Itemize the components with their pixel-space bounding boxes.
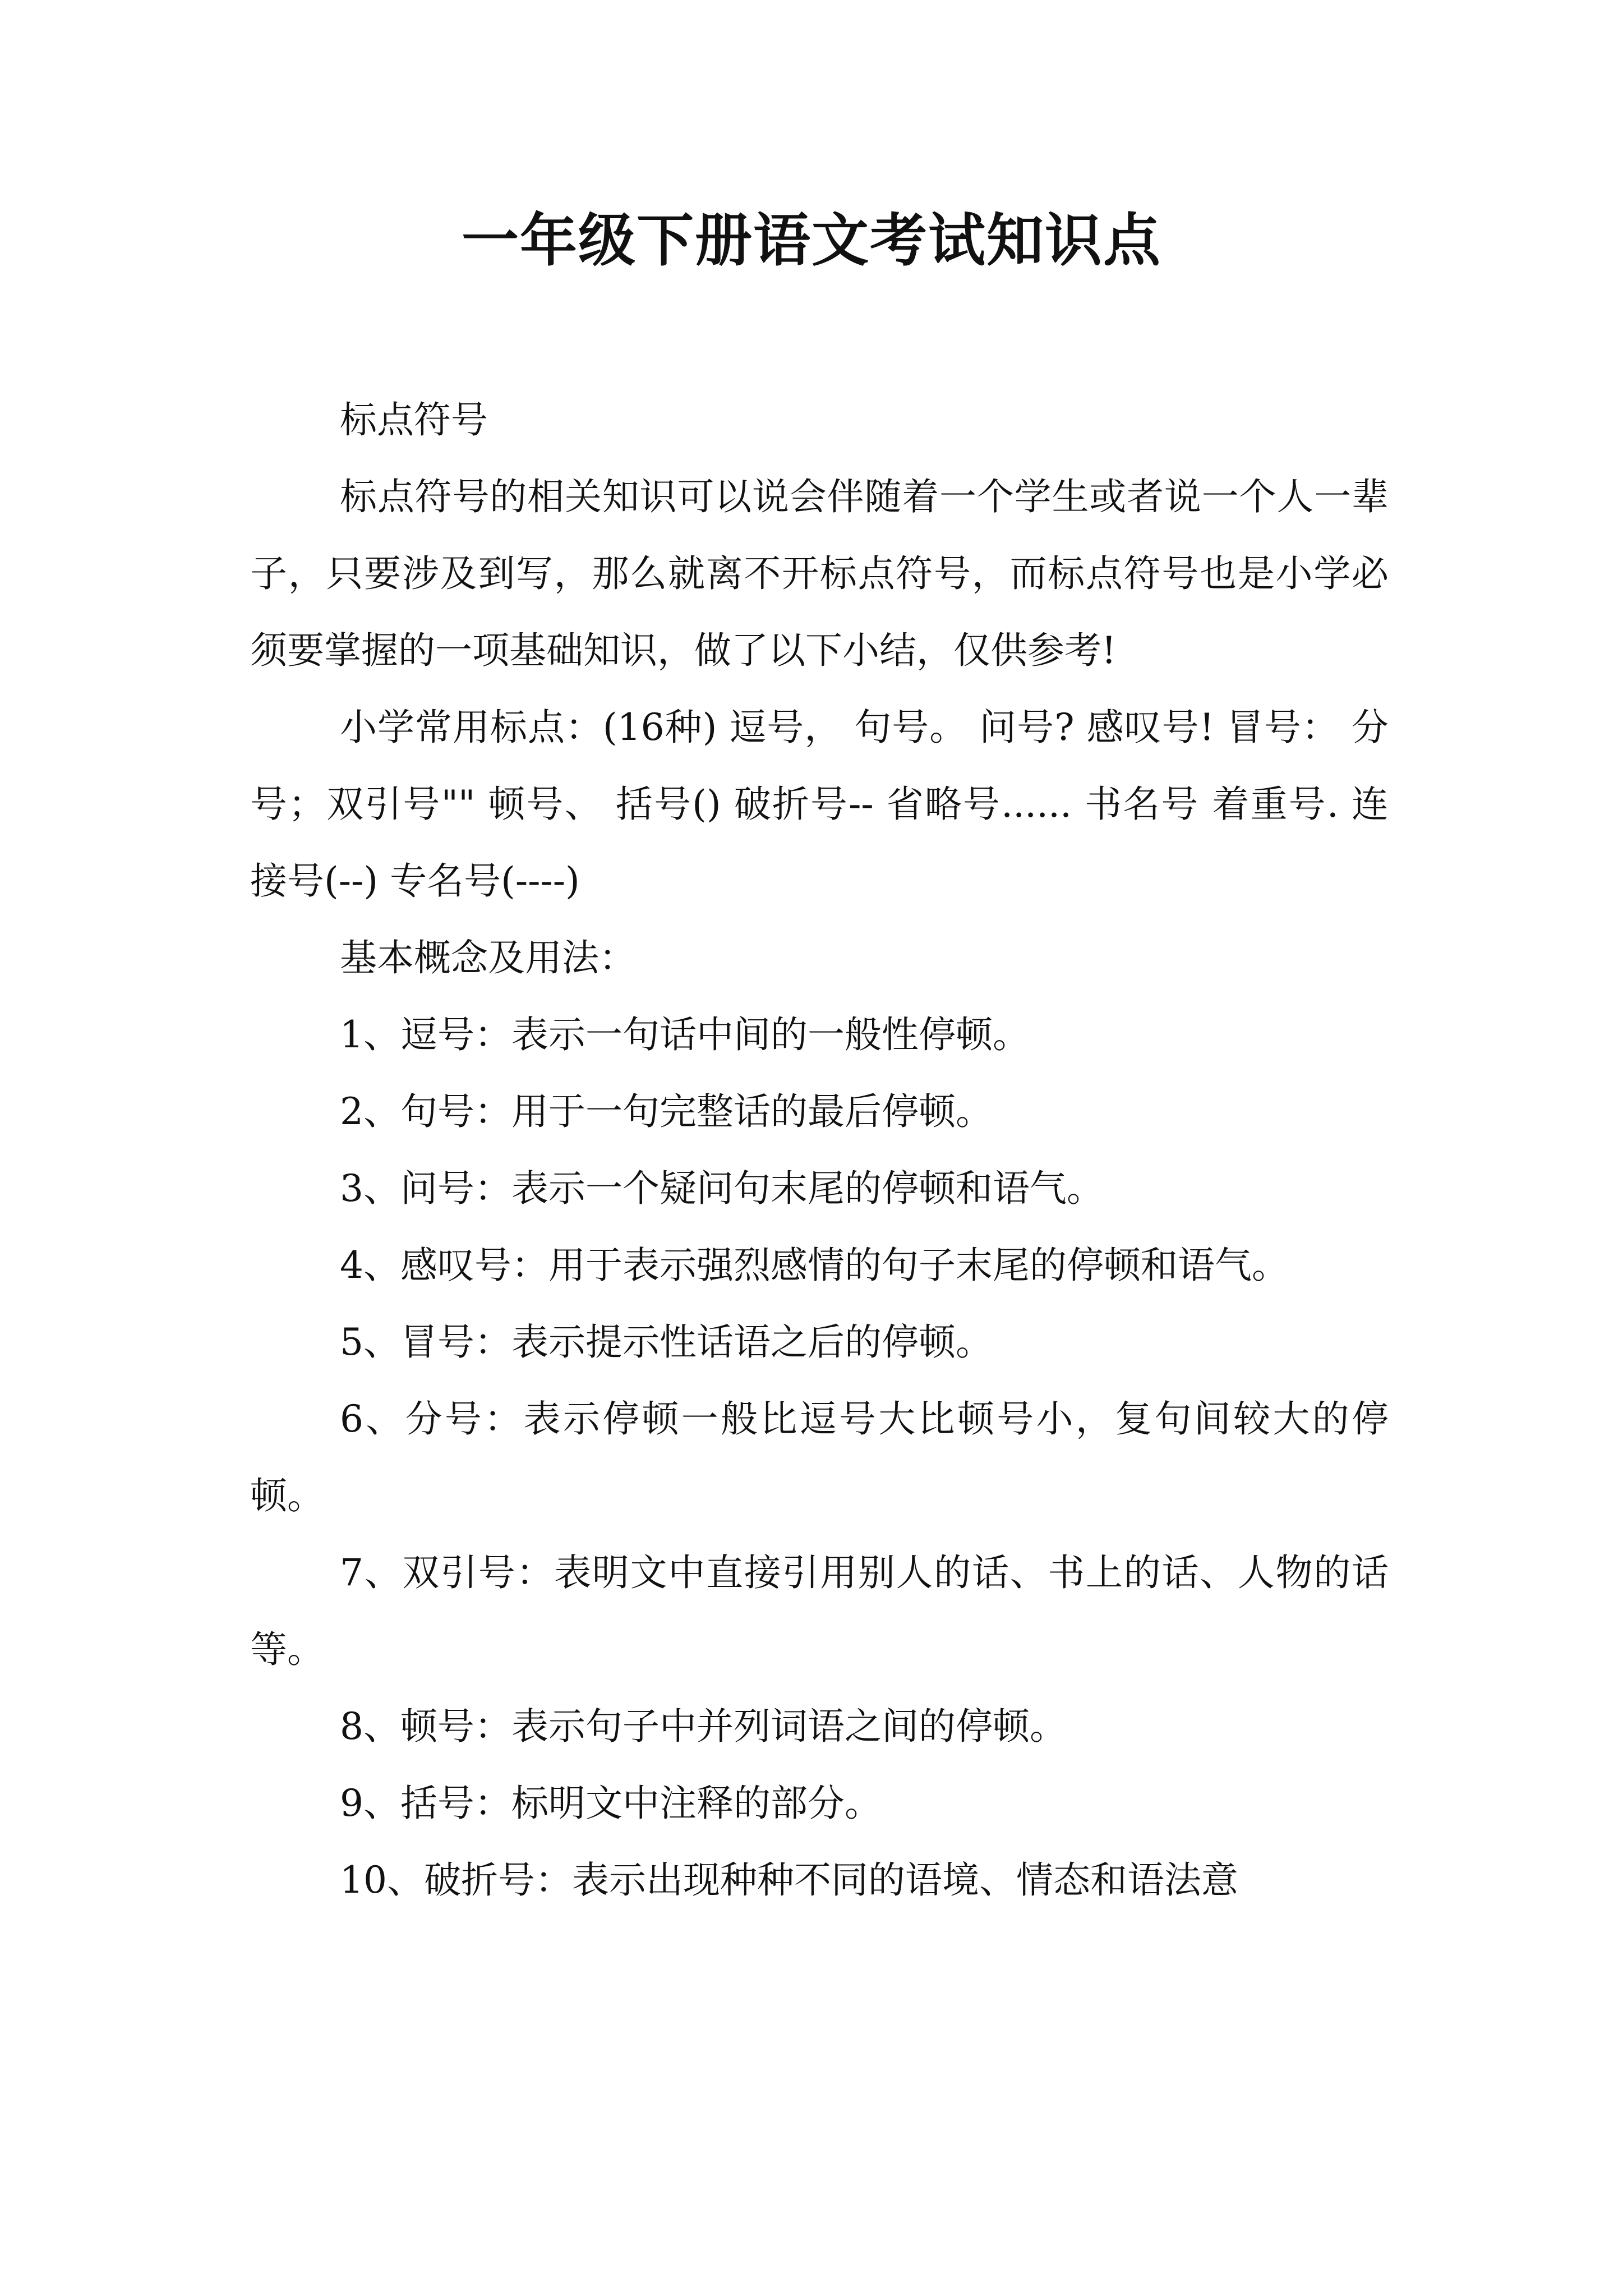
- list-item-dash: 10、破折号：表示出现种种不同的语境、情态和语法意: [340, 1858, 1238, 1902]
- paragraph-concepts-heading: 基本概念及用法：: [340, 936, 636, 979]
- document-body: [250, 381, 1389, 1918]
- list-item-enumeration-comma: 8、顿号：表示句子中并列词语之间的停顿。: [340, 1705, 1067, 1748]
- paragraph-intro: 标点符号的相关知识可以说会伴随着一个学生或者说一个人一辈子，只要涉及到写，那么就离不开标点符号，而标点符号也是小学必须要掌握的一项基础知识，做了以下小结，仅供参考!: [250, 475, 1389, 672]
- document-title: 一年级下册语文考试知识点: [462, 208, 1161, 274]
- list-item-colon: 5、冒号：表示提示性话语之后的停顿。: [340, 1320, 993, 1364]
- section-heading: 标点符号: [340, 398, 488, 441]
- list-item-period: 2、句号：用于一句完整话的最后停顿。: [340, 1090, 993, 1133]
- list-item-comma: 1、逗号：表示一句话中间的一般性停顿。: [340, 1013, 1030, 1056]
- list-item-semicolon: 6、分号：表示停顿一般比逗号大比顿号小，复句间较大的停顿。: [250, 1397, 1389, 1517]
- list-item-exclamation-mark: 4、感叹号：用于表示强烈感情的句子末尾的停顿和语气。: [340, 1244, 1289, 1287]
- list-item-quotation-marks: 7、双引号：表明文中直接引用别人的话、书上的话、人物的话等。: [250, 1551, 1389, 1671]
- list-item-parentheses: 9、括号：标明文中注释的部分。: [340, 1782, 882, 1825]
- paragraph-common-marks: 小学常用标点：(16种) 逗号， 句号。 问号? 感叹号! 冒号： 分号；双引号"" 顿号、 括号() 破折号-- 省略号...... 书名号 着重号. 连接号(--) 专名号(----): [250, 706, 1389, 903]
- list-item-question-mark: 3、问号：表示一个疑问句末尾的停顿和语气。: [340, 1167, 1104, 1210]
